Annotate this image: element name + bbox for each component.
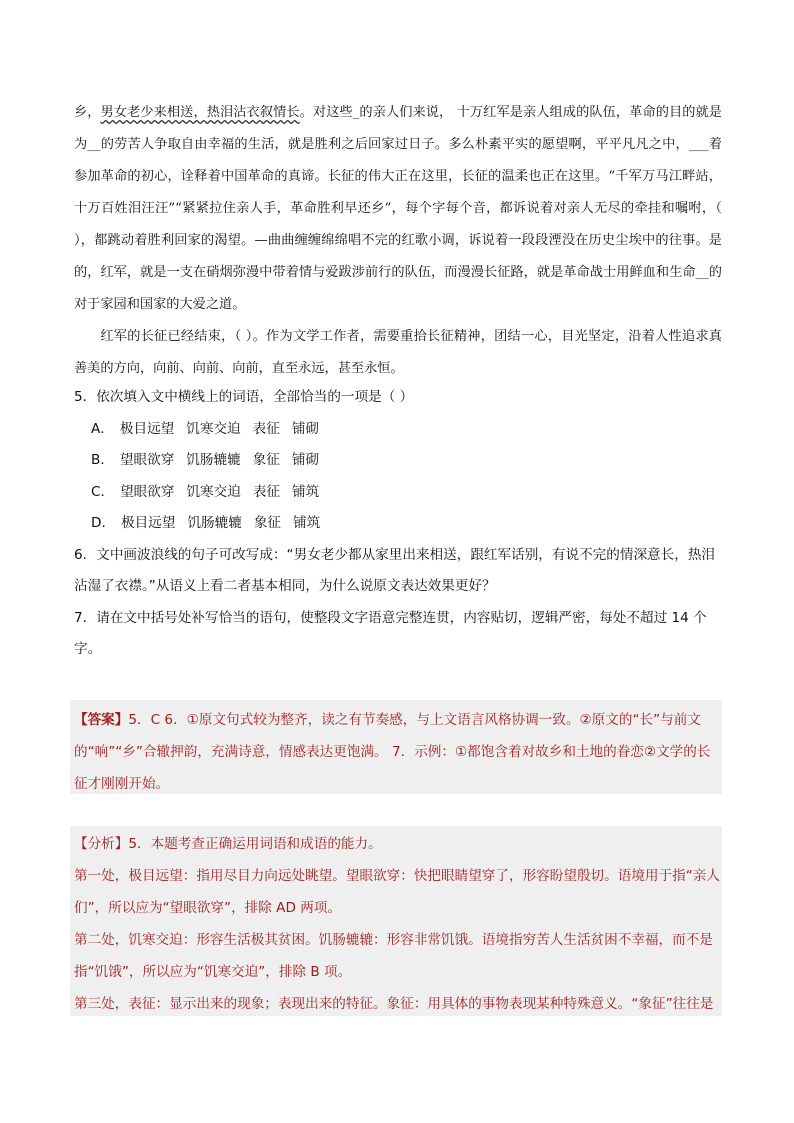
option-word: 饥寒交迫 (186, 483, 241, 500)
passage-text: 。对这些_的亲人们来说， 十万红军是亲人组成的队伍，革命的目的就是为__的劳苦人争取自由幸福的生活，就是胜利之后回家过日子。多么朴素平实的愿望啊，平平凡凡之中，___着参加革命的初心，诠释着中国革命的真谛。长征的伟大正在这里，长征的温柔也正在这里。“千军万马江畔站，十万百姓泪汪汪”“紧紧拉住亲人手，革命胜利早还乡”，每个字每个音，都诉说着对亲人无尽的牵挂和嘱咐，（ ），都跳动着胜利回家的渴望。—曲曲缠缠绵绵唱不完的红歌小调，诉说着一段段湮没在历史尘埃中的往事。是的，红军，就是一支在硝烟弥漫中带着情与爱跋涉前行的队伍，而漫漫长征路，就是革命战士用鲜血和生命__的对于家园和国家的大爱之道。 (74, 105, 722, 312)
option-b (74, 445, 722, 477)
option-word: 极目远望 (121, 515, 176, 531)
analysis-section (70, 826, 722, 1016)
option-word: 饥肠辘辘 (187, 515, 242, 531)
analysis-line-1 (74, 828, 722, 860)
passage-paragraph-2: 红军的长征已经结束，（ ）。作为文学工作者，需要重拾长征精神，团结一心，目光坚定，沿着人性追求真善美的方向，向前、向前、向前，直至永远，甚至永恒。 (74, 329, 722, 376)
analysis-line-3: 第二处，饥寒交迫：形容生活极其贫困。饥肠辘辘：形容非常饥饿。语境指穷苦人生活贫困不幸福，而不是指“饥饿”，所以应为“饥寒交迫”，排除 B 项。 (74, 932, 713, 980)
option-word: 饥肠辘辘 (186, 452, 241, 468)
answer-text (74, 704, 722, 800)
wavy-underlined-sentence: 男女老少来相送，热泪沾衣叙情长 (100, 105, 300, 120)
option-d (74, 508, 722, 540)
passage-paragraph-1 (74, 97, 722, 321)
question-5-options (74, 414, 722, 540)
passage-text: 乡， (74, 105, 101, 120)
option-letter: A． (91, 420, 114, 437)
question-6: 6．文中画波浪线的句子可改写成：“男女老少都从家里出来相送，跟红军话别，有说不完的情深意长，热泪沾湿了衣襟。”从语义上看二者基本相同，为什么说原文表达效果更好？ (74, 546, 716, 594)
question-list (74, 382, 722, 666)
option-word: 铺筑 (292, 483, 320, 500)
option-word: 铺砌 (291, 420, 320, 437)
option-word: 表征 (252, 420, 280, 437)
answer-tag: 【答案】 (74, 712, 129, 728)
option-word: 象征 (252, 452, 280, 468)
option-word: 象征 (253, 515, 281, 531)
analysis-line-2: 第一处，极目远望：指用尽目力向远处眺望。望眼欲穿：快把眼睛望穿了，形容盼望殷切。语境用于指“亲人们”，所以应为“望眼欲穿”，排除 AD 两项。 (74, 868, 720, 916)
option-word: 饥寒交迫 (186, 420, 241, 437)
option-word: 望眼欲穿 (120, 483, 175, 500)
analysis-tag: 【分析】 (74, 836, 129, 852)
option-word: 铺砌 (291, 452, 320, 468)
option-word: 望眼欲穿 (119, 452, 175, 468)
answer-section (70, 700, 722, 794)
option-a (74, 414, 722, 446)
option-c (74, 477, 722, 509)
option-word: 极目远望 (119, 420, 175, 437)
reading-passage (74, 97, 722, 385)
analysis-line-4: 第三处，表征：显示出来的现象；表现出来的特征。象征：用具体的事物表现某种特殊意义。“象征”往往是 (74, 996, 714, 1012)
option-word: 铺筑 (293, 515, 321, 531)
option-letter: D． (91, 515, 116, 531)
answer-body: 5．C 6．①原文句式较为整齐，读之有节奏感，与上文语言风格协调一致。②原文的“长”与前文的“响”“乡”合辙押韵，充满诗意，情感表达更饱满。 7．示例：①都饱含着对故乡和土地的眷恋②文学的长征才刚刚开始。 (74, 712, 711, 792)
option-letter: B． (91, 452, 114, 468)
question-7: 7．请在文中括号处补写恰当的语句，使整段文字语意完整连贯，内容贴切，逻辑严密，每处不超过 14 个字。 (74, 609, 707, 657)
analysis-text: 5．本题考查正确运用词语和成语的能力。 (128, 836, 382, 852)
option-word: 表征 (252, 483, 281, 500)
option-letter: C． (91, 483, 115, 500)
question-5: 5．依次填入文中横线上的词语，全部恰当的一项是（ ） (74, 389, 414, 405)
